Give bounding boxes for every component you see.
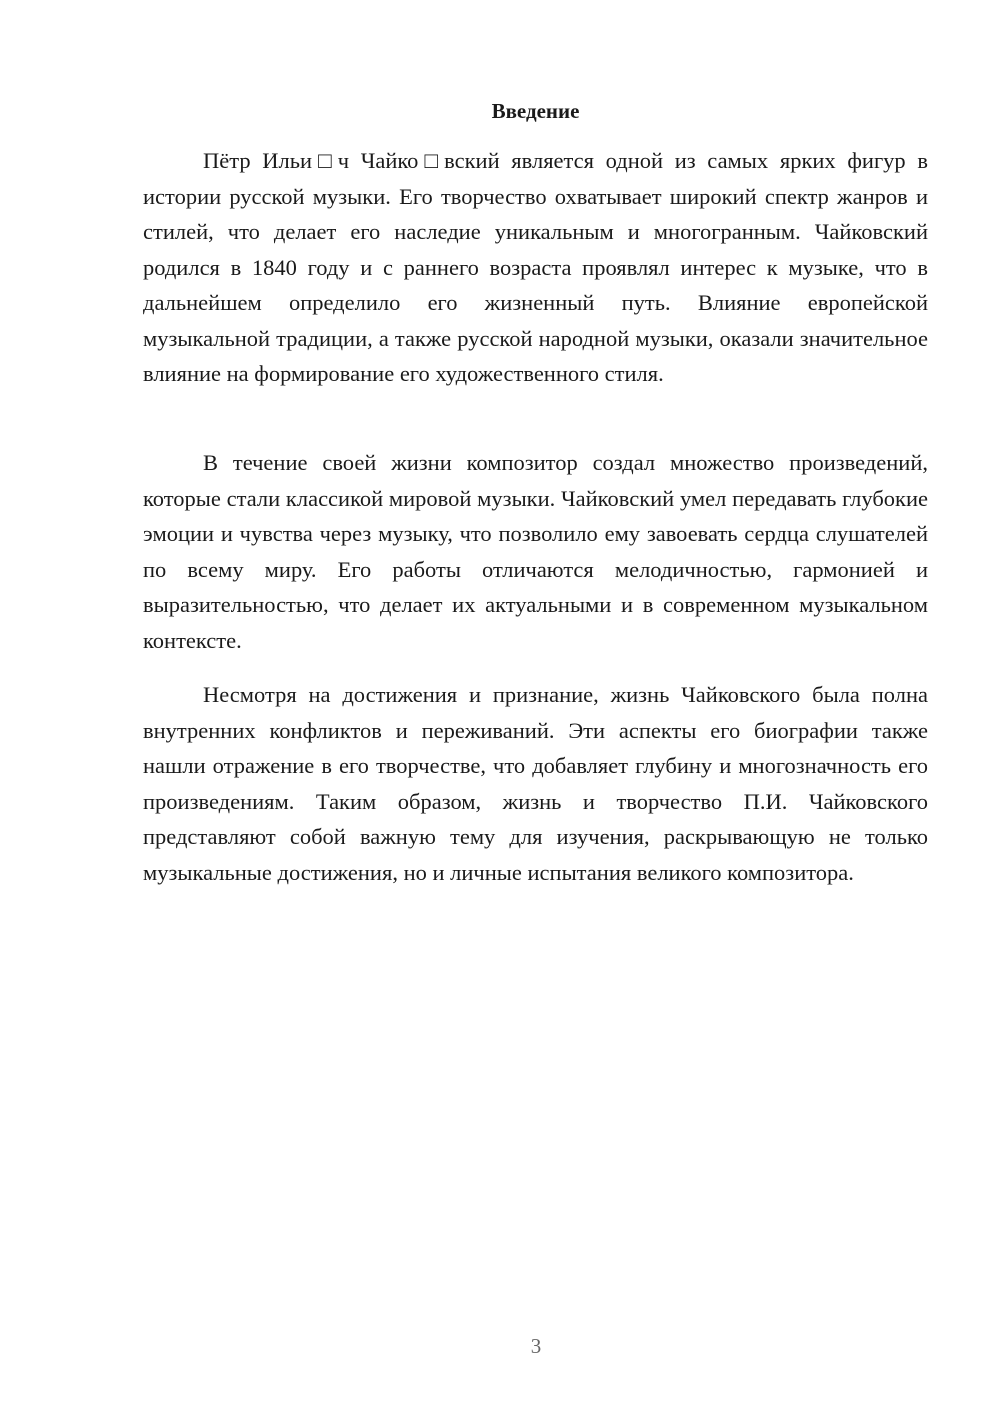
paragraph-3: Несмотря на достижения и признание, жизнь Чайковского была полна внутренних конфликтов и переживаний. Эти аспекты его биографии также нашли отражение в его творчестве, что добавляет глубину и многозначность его произведениям. Таким образом, жизнь и творчество П.И. Чайковского представляют собой важную тему для изучения, раскрывающую не только музыкальные достижения, но и личные испытания великого композитора.: [143, 682, 928, 885]
section-heading: Введение: [491, 99, 580, 123]
paragraph-2: В течение своей жизни композитор создал множество произведений, которые стали классикой мировой музыки. Чайковский умел передавать глубокие эмоции и чувства через музыку, что позволило ему завоевать сердца слушателей по всему миру. Его работы отличаются мелодичностью, гармонией и выразительностью, что делает их актуальными и в современном музыкальном контексте.: [143, 450, 928, 653]
paragraph-1: Пётр Ильи□ч Чайко□вский является одной из самых ярких фигур в истории русской музыки. Его творчество охватывает широкий спектр жанров и стилей, что делает его наследие уникальным и многогранным. Чайковский родился в 1840 году и с раннего возраста проявлял интерес к музыке, что в дальнейшем определило его жизненный путь. Влияние европейской музыкальной традиции, а также русской народной музыки, оказали значительное влияние на формирование его художественного стиля.: [143, 148, 928, 386]
page-number: 3: [530, 1334, 542, 1358]
